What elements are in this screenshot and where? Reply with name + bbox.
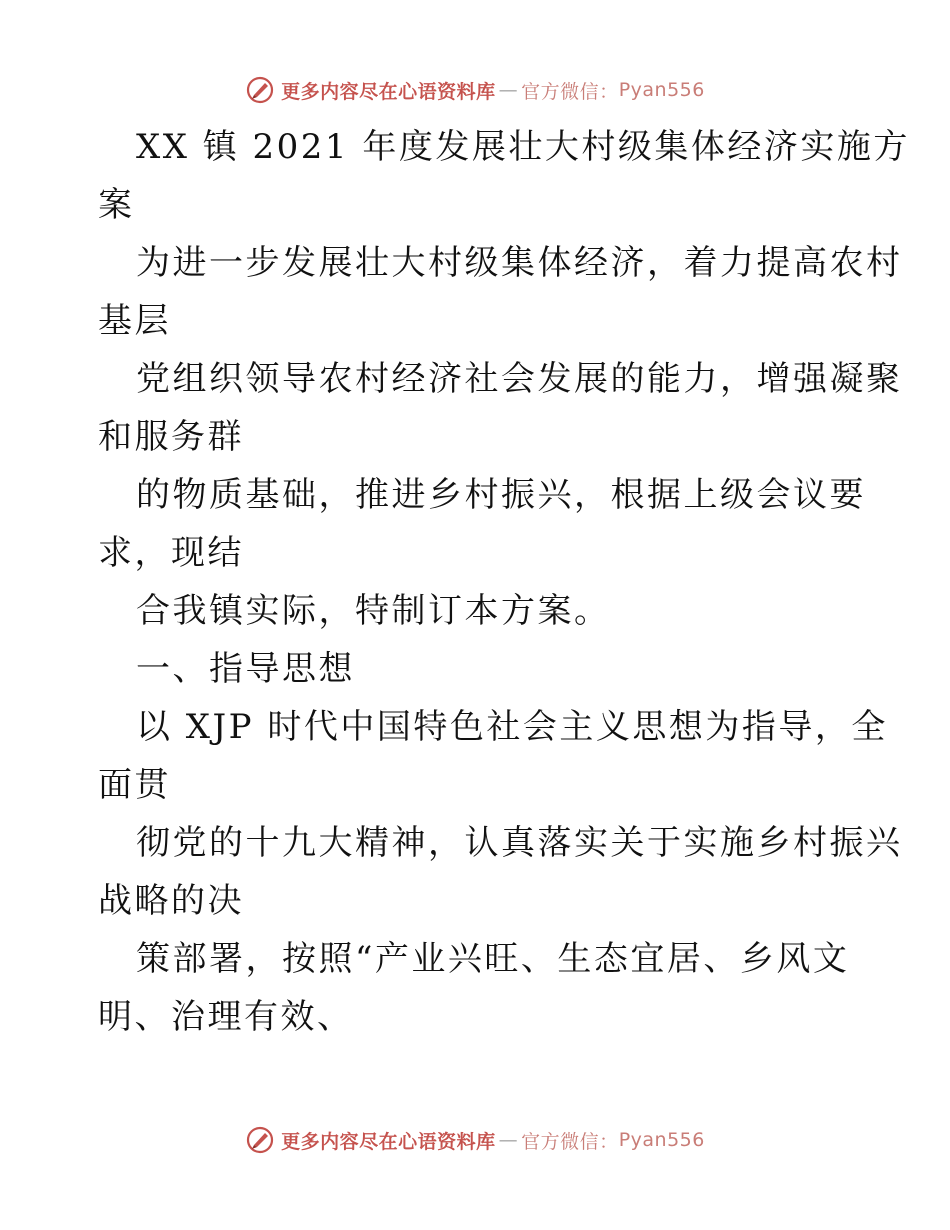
document-line: 彻党的十九大精神，认真落实关于实施乡村振兴 (136, 823, 903, 863)
quill-logo-icon (245, 1125, 275, 1155)
document-line: 的物质基础，推进乡村振兴，根据上级会议要 (136, 475, 866, 515)
banner-brand-text: 更多内容尽在心语资料库 (281, 80, 496, 103)
document-line: 战略的决 (98, 881, 244, 921)
document-body (98, 118, 910, 1046)
banner-wechat-prefix: 官方微信： (521, 80, 619, 103)
header-watermark-banner (0, 70, 950, 110)
document-line: 党组织领导农村经济社会发展的能力，增强凝聚 (136, 359, 903, 399)
document-line: 一、指导思想 (136, 649, 355, 689)
banner-separator: — (498, 79, 519, 101)
document-line: 案 (98, 185, 135, 225)
document-line: 求，现结 (98, 533, 244, 573)
document-line: 为进一步发展壮大村级集体经济，着力提高农村 (136, 243, 903, 283)
banner-wechat-prefix: 官方微信： (521, 1130, 619, 1153)
quill-logo-icon (245, 75, 275, 105)
banner-wechat-id: Pyan556 (618, 79, 705, 101)
banner-separator: — (498, 1129, 519, 1151)
document-line: 基层 (98, 301, 171, 341)
document-line: 面贯 (98, 765, 171, 805)
banner-wechat-id: Pyan556 (618, 1129, 705, 1151)
document-line: 合我镇实际，特制订本方案。 (136, 591, 611, 631)
banner-brand-text: 更多内容尽在心语资料库 (281, 1130, 496, 1153)
document-line: 和服务群 (98, 417, 244, 457)
document-line: 以 XJP 时代中国特色社会主义思想为指导，全 (136, 707, 888, 747)
footer-watermark-banner (0, 1120, 950, 1160)
document-line: XX 镇 2021 年度发展壮大村级集体经济实施方 (136, 127, 910, 167)
document-line: 明、治理有效、 (98, 997, 354, 1037)
document-line: 策部署，按照“产业兴旺、生态宜居、乡风文 (136, 939, 850, 979)
